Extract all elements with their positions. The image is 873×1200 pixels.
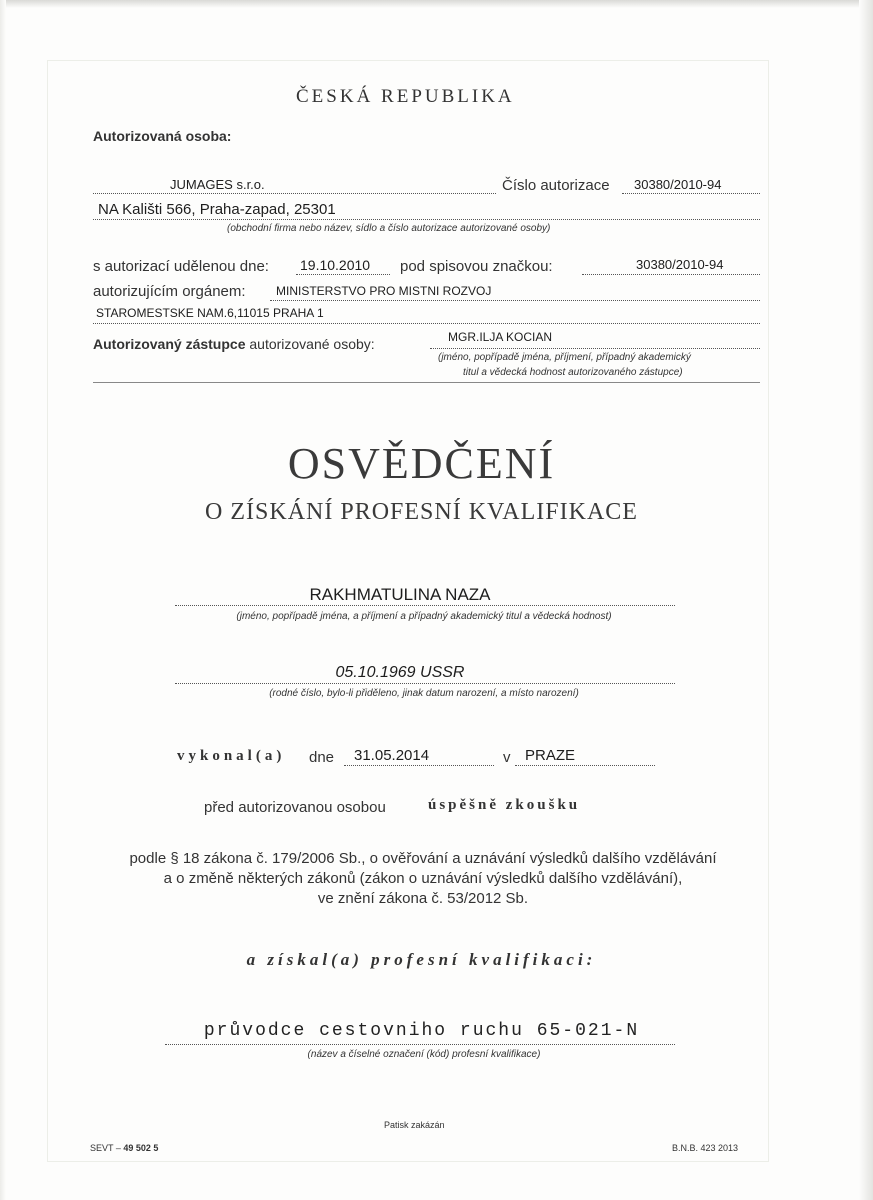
authority-address-dotted-line xyxy=(93,323,760,324)
representative-label-bold: Autorizovaný zástupce xyxy=(93,336,246,352)
authority-value: MINISTERSTVO PRO MISTNI ROZVOJ xyxy=(276,284,492,298)
scan-edge-top xyxy=(0,0,873,8)
holder-name: RAKHMATULINA NAZA xyxy=(309,585,491,604)
file-number-value: 30380/2010-94 xyxy=(636,257,724,272)
representative-dotted-line xyxy=(430,348,760,349)
auth-date-label: s autorizací udělenou dne: xyxy=(93,258,269,275)
authority-address: STAROMESTSKE NAM.6,11015 PRAHA 1 xyxy=(96,306,324,320)
auth-date-value: 19.10.2010 xyxy=(300,257,371,273)
exam-date-label: dne xyxy=(309,749,335,766)
sevt-code xyxy=(90,1143,158,1153)
authority-dotted-line xyxy=(270,300,760,301)
exam-place-value: PRAZE xyxy=(525,747,576,764)
representative-note-line1: (jméno, popřípadě jména, příjmení, případný akademický xyxy=(438,352,691,363)
representative-label-rest: autorizované osoby: xyxy=(249,336,375,352)
exam-place-label: v xyxy=(503,749,511,766)
section-divider xyxy=(93,382,760,383)
sevt-number: 49 502 5 xyxy=(123,1143,159,1153)
file-number-dotted-line xyxy=(582,274,760,275)
auth-number-dotted-line xyxy=(622,193,760,194)
auth-number-value: 30380/2010-94 xyxy=(634,177,722,192)
authorized-person-address: NA Kališti 566, Praha-zapad, 25301 xyxy=(98,201,336,218)
country-heading: ČESKÁ REPUBLIKA xyxy=(296,86,515,107)
address-dotted-line xyxy=(93,219,760,220)
holder-name-dotted-line xyxy=(175,605,675,606)
law-line-1: podle § 18 zákona č. 179/2006 Sb., o ověřování a uznávání výsledků dalšího vzdělávání xyxy=(129,850,717,867)
law-line-2: a o změně některých zákonů (zákon o uznávání výsledků dalšího vzdělávání), xyxy=(163,870,683,887)
exam-performed-label: vykonal(a) xyxy=(177,748,286,764)
file-number-label: pod spisovou značkou: xyxy=(400,258,553,275)
representative-note-line2: titul a vědecká hodnost autorizovaného zástupce) xyxy=(463,367,683,378)
holder-birth: 05.10.1969 USSR xyxy=(335,664,465,681)
sevt-label: SEVT – xyxy=(90,1143,121,1153)
qualification-name: průvodce cestovniho ruchu 65-021-N xyxy=(203,1021,640,1041)
holder-birth-dotted-line xyxy=(175,683,675,684)
name-dotted-line xyxy=(93,193,496,194)
exam-date-value: 31.05.2014 xyxy=(354,747,430,764)
scan-edge-right xyxy=(859,0,873,1200)
reprint-notice: Patisk zakázán xyxy=(384,1120,445,1130)
qualification-note: (název a číselné označení (kód) profesní kvalifikace) xyxy=(307,1049,541,1060)
law-line-3: ve znění zákona č. 53/2012 Sb. xyxy=(317,890,529,907)
exam-date-dotted-line xyxy=(344,765,494,766)
authority-label: autorizujícím orgánem: xyxy=(93,283,246,300)
representative-name: MGR.ILJA KOCIAN xyxy=(448,330,553,344)
exam-success-label: úspěšně zkoušku xyxy=(428,797,581,813)
qualification-dotted-line xyxy=(165,1044,675,1045)
bnb-code: B.N.B. 423 2013 xyxy=(672,1143,739,1153)
authorized-person-note: (obchodní firma nebo název, sídlo a číslo autorizace autorizované osoby) xyxy=(227,223,551,234)
exam-place-dotted-line xyxy=(515,765,655,766)
certificate-title: OSVĚDČENÍ xyxy=(287,439,556,488)
exam-before-label: před autorizovanou osobou xyxy=(204,799,386,816)
representative-label xyxy=(93,336,375,352)
auth-number-label: Číslo autorizace xyxy=(502,177,610,194)
holder-birth-note: (rodné číslo, bylo-li přiděleno, jinak datum narození, a místo narození) xyxy=(269,688,579,699)
authorized-person-name: JUMAGES s.r.o. xyxy=(170,177,265,192)
certificate-subtitle: O ZÍSKÁNÍ PROFESNÍ KVALIFIKACE xyxy=(205,499,638,525)
holder-name-note: (jméno, popřípadě jména, a příjmení a případný akademický titul a vědecká hodnost) xyxy=(236,611,612,622)
qualification-heading: a získal(a) profesní kvalifikaci: xyxy=(246,950,597,969)
auth-date-dotted-line xyxy=(296,274,390,275)
authorized-person-label: Autorizovaná osoba: xyxy=(93,128,232,144)
